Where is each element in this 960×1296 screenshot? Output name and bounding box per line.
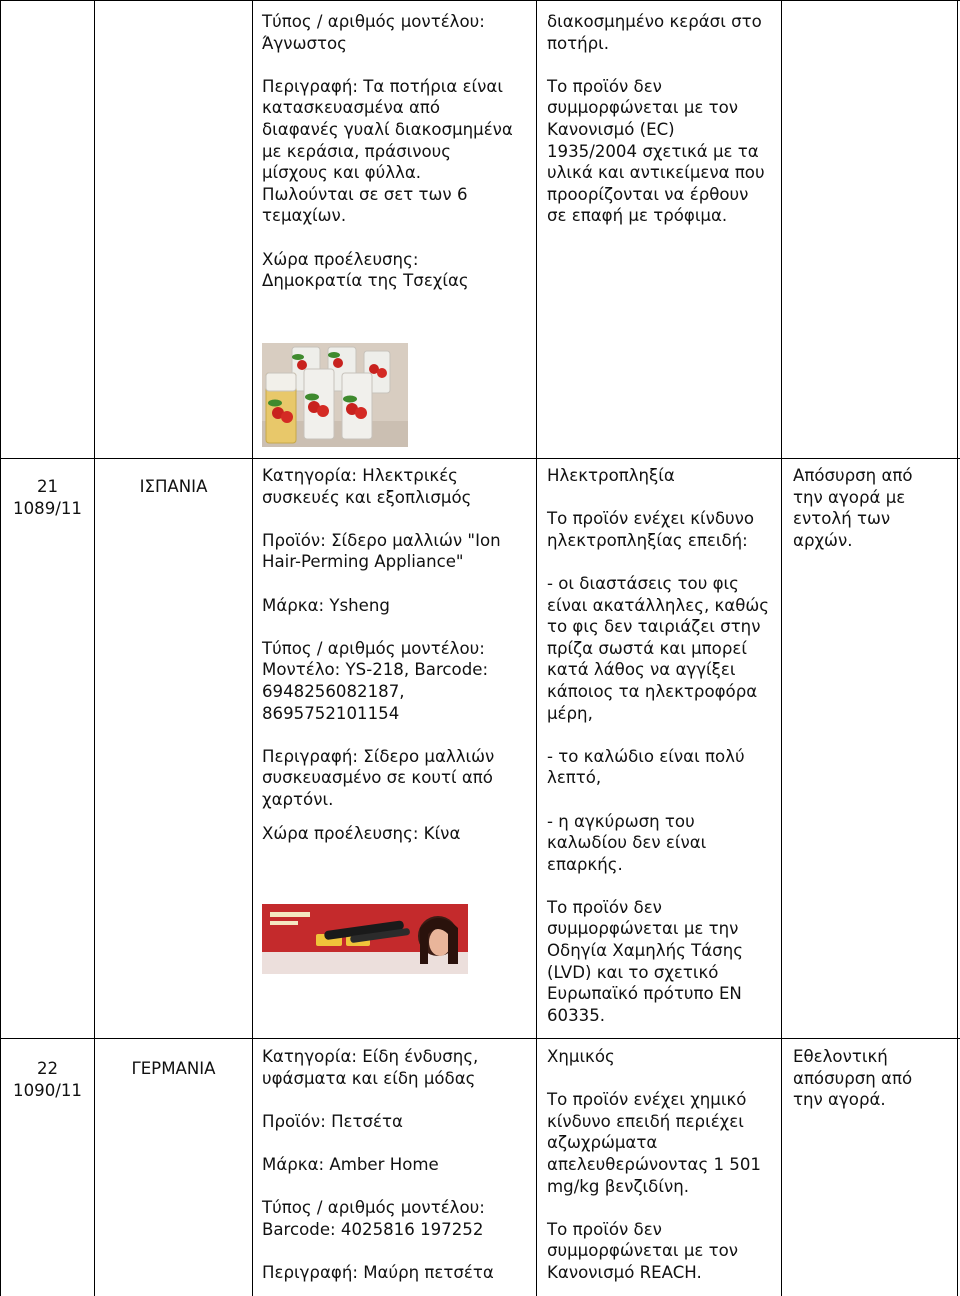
drinking-glasses-illustration — [262, 343, 408, 447]
row21-risk-intro-text: Το προϊόν ενέχει κίνδυνο ηλεκτροπληξίας επειδή: — [547, 509, 755, 550]
column-divider-4 — [781, 0, 782, 1296]
row21-model-text: Τύπος / αριθμός μοντέλου: Μοντέλο: YS-218, Barcode: 6948256082187, 8695752101154 — [262, 638, 489, 723]
row21-country-text: ΙΣΠΑΝΙΑ — [139, 477, 208, 496]
row22-risk-detail-text: Το προϊόν ενέχει χημικό κίνδυνο επειδή περιέχει αζωχρώματα απελευθερώνοντας 1 501 mg/kg βενζιδίνη. — [547, 1090, 761, 1196]
table-border-right — [957, 0, 958, 1296]
row21-risk-type-text: Ηλεκτροπληξία — [547, 466, 675, 485]
row-divider-20-21 — [0, 458, 960, 459]
row22-risk-type-text: Χημικός — [547, 1047, 615, 1066]
row21-risk-plug-text: - οι διαστάσεις του φις είναι ακατάλληλες, καθώς το φις δεν ταιριάζει στην πρίζα σωστά και μπορεί κατά λάθος να αγγίξει κάποιος τα ηλεκτροφόρα μέρη, — [547, 573, 770, 723]
row20-model-text: Τύπος / αριθμός μοντέλου: Άγνωστος — [262, 12, 485, 53]
row21-number-text: 21 1089/11 — [13, 477, 82, 518]
row21-risk-cell — [547, 465, 779, 1026]
row21-risk-anchorage-text: - η αγκύρωση του καλωδίου δεν είναι επαρκής. — [547, 811, 707, 874]
row22-country-cell — [95, 1058, 252, 1080]
row21-number-cell — [1, 476, 94, 519]
row21-measures-cell — [793, 465, 955, 551]
row20-risk-text: διακοσμημένο κεράσι στο ποτήρι. — [547, 12, 762, 53]
row22-regulation-text: Το προϊόν δεν συμμορφώνεται με τον Κανονισμό REACH. — [547, 1219, 739, 1282]
row22-brand-text: Μάρκα: Amber Home — [262, 1154, 439, 1174]
row21-brand-text: Μάρκα: Ysheng — [262, 595, 390, 615]
column-divider-1 — [94, 0, 95, 1296]
table-border-top — [0, 0, 960, 1]
row21-origin-text: Χώρα προέλευσης: Κίνα — [262, 823, 461, 843]
column-divider-3 — [536, 0, 537, 1296]
row22-measures-text: Εθελοντική απόσυρση από την αγορά. — [793, 1047, 913, 1110]
row22-number-cell — [1, 1058, 94, 1101]
hair-straightener-illustration — [262, 904, 468, 974]
row22-model-text: Τύπος / αριθμός μοντέλου: Barcode: 4025816 197252 — [262, 1198, 485, 1239]
row22-category-text: Κατηγορία: Είδη ένδυσης, υφάσματα και είδη μόδας — [262, 1047, 479, 1088]
row22-country-text: ΓΕΡΜΑΝΙΑ — [131, 1059, 216, 1078]
row22-description-cell — [262, 1046, 532, 1284]
row21-category-text: Κατηγορία: Ηλεκτρικές συσκευές και εξοπλισμός — [262, 466, 472, 507]
row21-country-cell — [95, 476, 252, 498]
row20-risk-cell — [547, 11, 779, 227]
row22-measures-cell — [793, 1046, 955, 1111]
row20-description-cell — [262, 11, 532, 292]
row20-regulation-text: Το προϊόν δεν συμμορφώνεται με τον Κανονισμό (EC) 1935/2004 σχετικά με τα υλικά και αντικείμενα που προορίζονται να έρθουν σε επαφή με τρόφιμα. — [547, 76, 765, 226]
row21-risk-cable-text: - το καλώδιο είναι πολύ λεπτό, — [547, 746, 745, 788]
row21-description-text: Περιγραφή: Σίδερο μαλλιών συσκευασμένο σε κουτί από χαρτόνι. — [262, 746, 495, 809]
row20-description-text: Περιγραφή: Τα ποτήρια είναι κατασκευασμένα από διαφανές γυαλί διακοσμημένα με κεράσια, πράσινους μίσχους και φύλλα. Πωλούνται σε σετ των 6 τεμαχίων. — [262, 76, 513, 226]
row21-product-text: Προϊόν: Σίδερο μαλλιών "Ion Hair-Perming Appliance" — [262, 530, 501, 572]
row21-measures-text: Απόσυρση από την αγορά με εντολή των αρχών. — [793, 466, 913, 550]
column-divider-2 — [252, 0, 253, 1296]
drinking-glasses-photo — [262, 343, 408, 447]
row-divider-21-22 — [0, 1038, 960, 1039]
row22-risk-cell — [547, 1046, 779, 1284]
row22-number-text: 22 1090/11 — [13, 1059, 82, 1100]
row21-description-cell — [262, 465, 532, 844]
table-border-left — [0, 0, 1, 1296]
row22-description-text: Περιγραφή: Μαύρη πετσέτα — [262, 1262, 494, 1282]
row20-origin-text: Χώρα προέλευσης: Δημοκρατία της Τσεχίας — [262, 249, 469, 291]
row22-product-text: Προϊόν: Πετσέτα — [262, 1111, 403, 1131]
row21-regulation-text: Το προϊόν δεν συμμορφώνεται με την Οδηγία Χαμηλής Τάσης (LVD) και το σχετικό Ευρωπαϊκό πρότυπο EN 60335. — [547, 897, 743, 1025]
hair-straightener-photo — [262, 904, 468, 974]
